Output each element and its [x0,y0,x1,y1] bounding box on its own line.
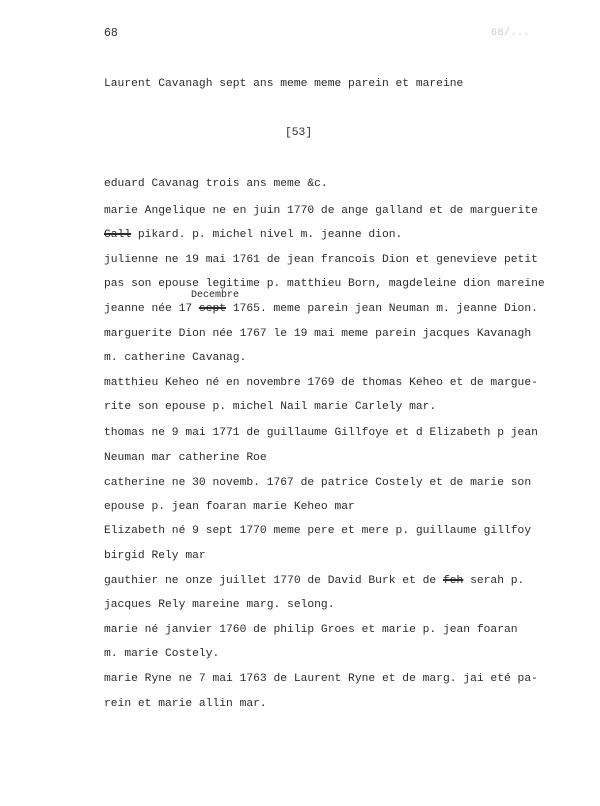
text-line-21: m. marie Costely. [104,648,220,660]
text-line-22: marie Ryne ne 7 mai 1763 de Laurent Ryne et de marg. jai eté pa- [104,673,538,685]
text-line-16: Elizabeth né 9 sept 1770 meme pere et mere p. guillaume gillfoy [104,525,532,537]
text-line-13: Neuman mar catherine Roe [104,452,267,464]
text-line-7 [104,302,538,316]
text-line-15: epouse p. jean foaran marie Keheo mar [104,501,355,513]
section-number: [53] [285,127,313,139]
text-line-7-pre: jeanne née 17 [104,303,199,315]
text-line-18-post: serah p. [463,575,525,587]
text-line-9: m. catherine Cavanag. [104,352,247,364]
text-line-2: eduard Cavanag trois ans meme &c. [104,178,328,190]
archive-stamp: 68/... [491,28,531,39]
text-line-14: catherine ne 30 novemb. 1767 de patrice Costely et de marie son [104,477,532,489]
text-line-10: matthieu Keheo né en novembre 1769 de thomas Keheo et de margue- [104,377,538,389]
text-line-18 [104,574,524,588]
strikethrough-text: feh [442,575,464,587]
text-line-7-post: 1765. meme parein jean Neuman m. jeanne Dion. [226,303,538,315]
text-line-6: pas son epouse legitime p. matthieu Born, magdeleine dion mareine [104,278,545,290]
text-line-3: marie Angelique ne en juin 1770 de ange galland et de marguerite [104,205,538,217]
strikethrough-text: sept [198,303,227,315]
interlinear-insertion: Decembre [191,290,240,301]
text-line-12: thomas ne 9 mai 1771 de guillaume Gillfoye et d Elizabeth p jean [104,427,538,439]
strikethrough-text: Gall [104,229,132,241]
text-line-5: julienne ne 19 mai 1761 de jean francois Dion et genevieve petit [104,254,538,266]
text-line-4-post: pikard. p. michel nivel m. jeanne dion. [131,229,403,241]
text-line-19: jacques Rely mareine marg. selong. [104,599,335,611]
text-line-8: marguerite Dion née 1767 le 19 mai meme parein jacques Kavanagh [104,328,532,340]
text-line-1: Laurent Cavanagh sept ans meme meme parein et mareine [104,78,464,90]
text-line-18-pre: gauthier ne onze juillet 1770 de David Burk et de [104,575,443,587]
text-line-20: marie né janvier 1760 de philip Groes et marie p. jean foaran [104,624,518,636]
text-line-4 [104,228,402,242]
text-line-11: rite son epouse p. michel Nail marie Carlely mar. [104,401,437,413]
text-line-23: rein et marie allin mar. [104,698,267,710]
page-number: 68 [104,27,118,40]
text-line-17: birgid Rely mar [104,550,206,562]
